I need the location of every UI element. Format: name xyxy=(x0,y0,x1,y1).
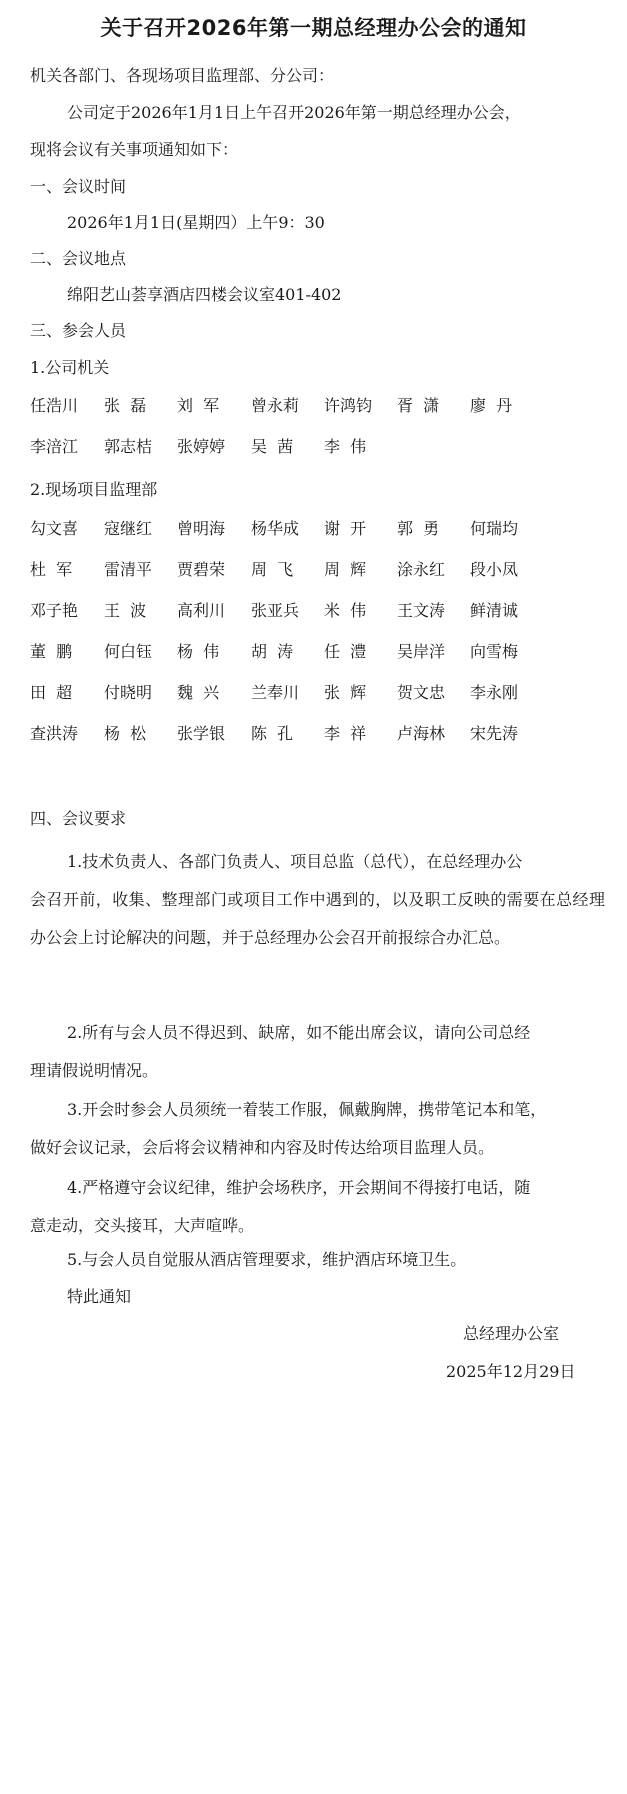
attendee-name: 涂永红 xyxy=(397,560,446,579)
attendee-row xyxy=(30,435,620,459)
attendee-name: 寇继红 xyxy=(104,519,153,538)
section-requirements-heading: 四、会议要求 xyxy=(30,809,127,828)
section-attendees-heading: 三、参会人员 xyxy=(30,321,127,340)
attendee-name: 刘 军 xyxy=(177,396,220,415)
attendee-name: 胥 潇 xyxy=(397,396,440,415)
requirement-first-line: 2.所有与会人员不得迟到、缺席，如不能出席会议，请向公司总经 xyxy=(67,1023,531,1042)
section-place-heading: 二、会议地点 xyxy=(30,249,127,268)
attendee-name: 任 澧 xyxy=(324,642,367,661)
requirement-continuation: 理请假说明情况。 xyxy=(30,1061,159,1080)
attendee-name: 张学银 xyxy=(177,724,226,743)
attendee-name: 鲜清诚 xyxy=(470,601,519,620)
attendee-name: 张 辉 xyxy=(324,683,367,702)
requirement-item xyxy=(30,1014,605,1090)
attendee-name: 何白钰 xyxy=(104,642,153,661)
attendee-name: 许鸿钧 xyxy=(324,396,373,415)
attendee-name: 雷清平 xyxy=(104,560,153,579)
requirement-item xyxy=(30,1091,605,1167)
attendee-name: 曾永莉 xyxy=(251,396,300,415)
attendee-row xyxy=(30,681,620,705)
attendee-name: 段小凤 xyxy=(470,560,519,579)
closing-text: 特此通知 xyxy=(67,1287,132,1306)
requirement-item xyxy=(30,1169,605,1245)
requirement-continuation: 做好会议记录，会后将会议精神和内容及时传达给项目监理人员。 xyxy=(30,1138,495,1157)
requirement-first-line: 4.严格遵守会议纪律，维护会场秩序，开会期间不得接打电话，随 xyxy=(67,1178,531,1197)
attendee-row xyxy=(30,558,620,582)
attendee-name: 杨华成 xyxy=(251,519,300,538)
requirement-continuation: 会召开前，收集、整理部门或项目工作中遇到的，以及职工反映的需要在总经理办公会上讨论解决的问题，并于总经理办公会召开前报综合办汇总。 xyxy=(30,890,605,947)
attendee-name: 李 伟 xyxy=(324,437,367,456)
attendee-name: 廖 丹 xyxy=(470,396,513,415)
attendee-row xyxy=(30,599,620,623)
attendee-name: 谢 开 xyxy=(324,519,367,538)
meeting-place: 绵阳艺山荟享酒店四楼会议室401-402 xyxy=(67,285,342,304)
attendee-name: 勾文喜 xyxy=(30,519,79,538)
attendee-name: 卢海林 xyxy=(397,724,446,743)
attendee-name: 田 超 xyxy=(30,683,73,702)
attendee-name: 任浩川 xyxy=(30,396,79,415)
attendee-name: 李 祥 xyxy=(324,724,367,743)
attendee-name: 郭 勇 xyxy=(397,519,440,538)
requirement-first-line: 3.开会时参会人员须统一着装工作服，佩戴胸牌，携带笔记本和笔， xyxy=(67,1100,547,1119)
intro-line-2: 现将会议有关事项通知如下： xyxy=(30,140,239,159)
salutation: 机关各部门、各现场项目监理部、分公司： xyxy=(30,66,335,85)
attendee-name: 周 辉 xyxy=(324,560,367,579)
attendee-name: 贺文忠 xyxy=(397,683,446,702)
attendee-name: 杨 松 xyxy=(104,724,147,743)
company-office-label: 1.公司机关 xyxy=(30,358,110,377)
attendee-name: 王 波 xyxy=(104,601,147,620)
attendee-row xyxy=(30,517,620,541)
attendee-name: 向雪梅 xyxy=(470,642,519,661)
attendee-name: 米 伟 xyxy=(324,601,367,620)
attendee-name: 胡 涛 xyxy=(251,642,294,661)
attendee-name: 李涪江 xyxy=(30,437,79,456)
signature-org: 总经理办公室 xyxy=(463,1324,560,1343)
attendee-name: 吴 茜 xyxy=(251,437,294,456)
attendee-name: 杜 军 xyxy=(30,560,73,579)
attendee-name: 郭志桔 xyxy=(104,437,153,456)
attendee-name: 曾明海 xyxy=(177,519,226,538)
requirement-first-line: 5.与会人员自觉服从酒店管理要求，维护酒店环境卫生。 xyxy=(67,1250,467,1269)
attendee-name: 张亚兵 xyxy=(251,601,300,620)
attendee-name: 邓子艳 xyxy=(30,601,79,620)
attendee-name: 董 鹏 xyxy=(30,642,73,661)
document-title: 关于召开2026年第一期总经理办公会的通知 xyxy=(100,16,527,40)
attendee-name: 周 飞 xyxy=(251,560,294,579)
signature-date: 2025年12月29日 xyxy=(446,1362,576,1381)
site-departments-label: 2.现场项目监理部 xyxy=(30,480,158,499)
attendee-name: 兰奉川 xyxy=(251,683,300,702)
attendee-name: 张婷婷 xyxy=(177,437,226,456)
company-attendee-list xyxy=(30,394,620,476)
requirement-item xyxy=(30,843,605,957)
section-time-heading: 一、会议时间 xyxy=(30,177,127,196)
attendee-name: 张 磊 xyxy=(104,396,147,415)
site-attendee-list xyxy=(30,517,620,763)
requirement-first-line: 1.技术负责人、各部门负责人、项目总监（总代），在总经理办公 xyxy=(67,852,523,871)
requirement-item xyxy=(30,1248,605,1272)
attendee-name: 陈 孔 xyxy=(251,724,294,743)
attendee-name: 吴岸洋 xyxy=(397,642,446,661)
attendee-row xyxy=(30,394,620,418)
attendee-name: 何瑞均 xyxy=(470,519,519,538)
attendee-row xyxy=(30,722,620,746)
attendee-name: 杨 伟 xyxy=(177,642,220,661)
attendee-name: 魏 兴 xyxy=(177,683,220,702)
attendee-name: 高利川 xyxy=(177,601,226,620)
intro-line-1: 公司定于2026年1月1日上午召开2026年第一期总经理办公会， xyxy=(67,103,521,122)
attendee-name: 查洪涛 xyxy=(30,724,79,743)
attendee-name: 王文涛 xyxy=(397,601,446,620)
meeting-time: 2026年1月1日(星期四）上午9：30 xyxy=(67,213,325,232)
attendee-row xyxy=(30,640,620,664)
attendee-name: 李永刚 xyxy=(470,683,519,702)
requirement-continuation: 意走动，交头接耳，大声喧哗。 xyxy=(30,1216,255,1235)
attendee-name: 宋先涛 xyxy=(470,724,519,743)
attendee-name: 贾碧荣 xyxy=(177,560,226,579)
attendee-name: 付晓明 xyxy=(104,683,153,702)
